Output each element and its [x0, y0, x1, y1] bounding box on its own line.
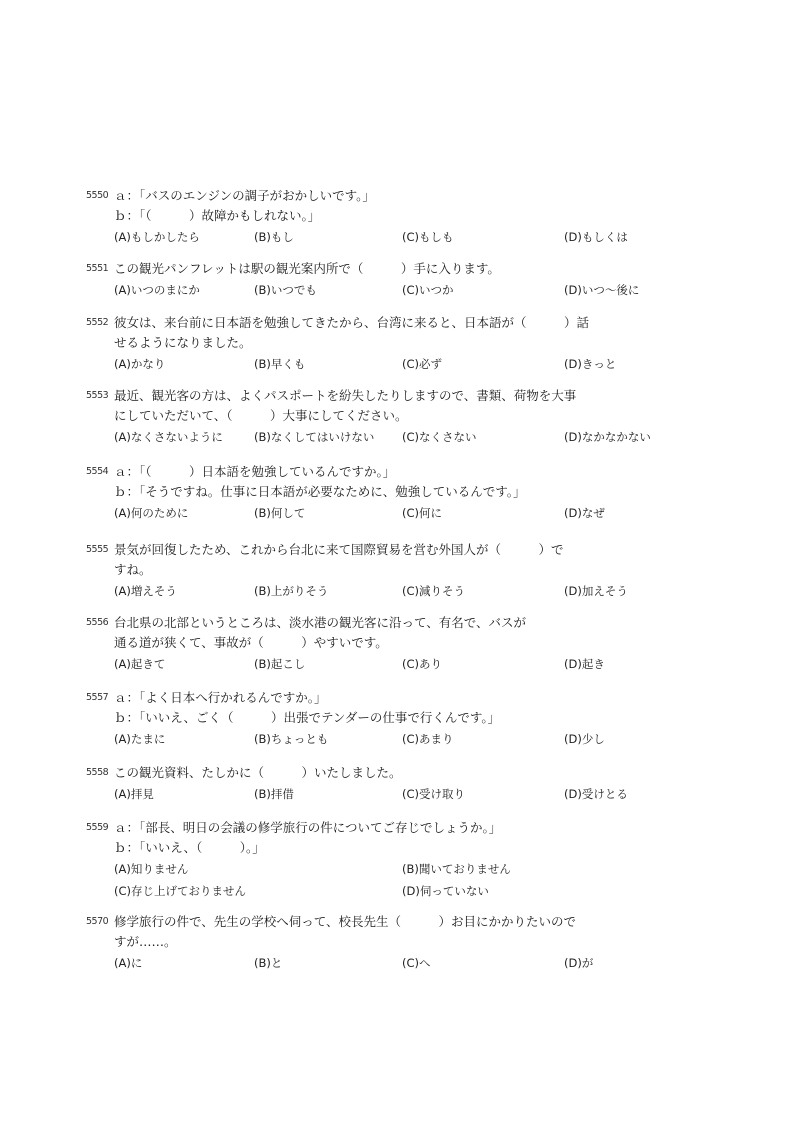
question-text: この観光パンフレットは駅の観光案内所で（ ）手に入ります。 — [114, 261, 500, 276]
option-d[interactable]: (D)きっと — [564, 357, 617, 371]
question-5553 — [86, 386, 706, 448]
question-5556 — [86, 613, 706, 675]
option-a[interactable]: (A)なくさないように — [114, 430, 223, 444]
option-b[interactable]: (B)早くも — [254, 357, 306, 371]
option-a[interactable]: (A)に — [114, 956, 143, 970]
option-c[interactable]: (C)あまり — [402, 732, 454, 746]
question-line — [86, 186, 706, 206]
question-5559 — [86, 818, 706, 902]
option-d[interactable]: (D)いつ～後に — [564, 283, 640, 297]
option-b[interactable]: (B)聞いておりません — [402, 862, 511, 876]
question-text: 台北県の北部というところは、淡水港の観光客に沿って、有名で、バスが — [114, 615, 527, 630]
question-number: 5550 — [86, 190, 109, 201]
answer-options — [86, 858, 706, 880]
question-text: ｂ：「そうですね。仕事に日本語が必要なために、勉強しているんです。」 — [114, 484, 526, 499]
question-5558 — [86, 763, 706, 805]
option-b[interactable]: (B)上がりそう — [254, 584, 329, 598]
option-d[interactable]: (D)が — [564, 956, 594, 970]
question-line — [86, 708, 706, 728]
question-line — [86, 613, 706, 633]
question-text: 景気が回復したため、これから台北に来て国際貿易を営む外国人が（ ）で — [114, 542, 564, 557]
option-d[interactable]: (D)少し — [564, 732, 605, 746]
option-a[interactable]: (A)起きて — [114, 657, 166, 671]
answer-options — [86, 952, 706, 974]
answer-options — [86, 880, 706, 902]
option-c[interactable]: (C)何に — [402, 506, 443, 520]
question-line — [86, 386, 706, 406]
question-line — [86, 333, 706, 353]
option-c[interactable]: (C)減りそう — [402, 584, 466, 598]
question-text: ｂ：「いいえ、ごく（ ）出張でテンダーの仕事で行くんです。」 — [114, 710, 501, 725]
question-text: 彼女は、来台前に日本語を勉強してきたから、台湾に来ると、日本語が（ ）話 — [114, 315, 590, 330]
question-line — [86, 932, 706, 952]
question-5551 — [86, 259, 706, 301]
option-b[interactable]: (B)拝借 — [254, 787, 294, 801]
option-d[interactable]: (D)起き — [564, 657, 605, 671]
question-number: 5554 — [86, 466, 109, 477]
option-b[interactable]: (B)起こし — [254, 657, 306, 671]
option-b[interactable]: (B)と — [254, 956, 283, 970]
question-number: 5553 — [86, 390, 109, 401]
option-c[interactable]: (C)存じ上げておりません — [114, 884, 247, 898]
question-text: ａ：「（ ）日本語を勉強しているんですか。」 — [114, 464, 396, 479]
question-5570 — [86, 912, 706, 974]
answer-options — [86, 728, 706, 750]
option-a[interactable]: (A)何のために — [114, 506, 189, 520]
question-line — [86, 313, 706, 333]
option-d[interactable]: (D)なぜ — [564, 506, 605, 520]
option-c[interactable]: (C)必ず — [402, 357, 443, 371]
answer-options — [86, 653, 706, 675]
answer-options — [86, 502, 706, 524]
question-line — [86, 462, 706, 482]
option-c[interactable]: (C)なくさない — [402, 430, 477, 444]
question-text: せるようになりました。 — [114, 335, 252, 350]
question-5554 — [86, 462, 706, 524]
question-5552 — [86, 313, 706, 375]
question-text: 修学旅行の件で、先生の学校へ伺って、校長先生（ ）お目にかかりたいので — [114, 914, 577, 929]
question-line — [86, 540, 706, 560]
option-b[interactable]: (B)いつでも — [254, 283, 317, 297]
question-line — [86, 482, 706, 502]
question-line — [86, 259, 706, 279]
question-text: ａ：「よく日本へ行かれるんですか。」 — [114, 690, 327, 705]
question-text: すが……。 — [114, 934, 177, 949]
question-number: 5551 — [86, 263, 109, 274]
question-number: 5570 — [86, 916, 109, 927]
question-line — [86, 688, 706, 708]
question-text: この観光資料、たしかに（ ）いたしました。 — [114, 765, 402, 780]
question-line — [86, 206, 706, 226]
option-b[interactable]: (B)もし — [254, 230, 294, 244]
question-number: 5552 — [86, 317, 109, 328]
option-a[interactable]: (A)拝見 — [114, 787, 154, 801]
option-d[interactable]: (D)伺っていない — [402, 884, 489, 898]
option-c[interactable]: (C)いつか — [402, 283, 454, 297]
answer-options — [86, 353, 706, 375]
answer-options — [86, 426, 706, 448]
answer-options — [86, 580, 706, 602]
option-d[interactable]: (D)なかなかない — [564, 430, 651, 444]
question-text: ａ：「バスのエンジンの調子がおかしいです。」 — [114, 188, 375, 203]
question-number: 5558 — [86, 767, 109, 778]
option-b[interactable]: (B)ちょっとも — [254, 732, 329, 746]
question-number: 5555 — [86, 544, 109, 555]
question-line — [86, 763, 706, 783]
question-number: 5557 — [86, 692, 109, 703]
option-d[interactable]: (D)加えそう — [564, 584, 628, 598]
question-text: ｂ：「（ ）故障かもしれない。」 — [114, 208, 321, 223]
question-5555 — [86, 540, 706, 602]
question-text: 最近、観光客の方は、よくパスポートを紛失したりしますので、書類、荷物を大事 — [114, 388, 577, 403]
question-text: ｂ：「いいえ、（ ）。」 — [114, 840, 265, 855]
option-c[interactable]: (C)あり — [402, 657, 443, 671]
option-c[interactable]: (C)受け取り — [402, 787, 466, 801]
option-a[interactable]: (A)たまに — [114, 732, 166, 746]
option-b[interactable]: (B)なくしてはいけない — [254, 430, 375, 444]
question-line — [86, 560, 706, 580]
option-a[interactable]: (A)もしかしたら — [114, 230, 200, 244]
question-line — [86, 818, 706, 838]
option-a[interactable]: (A)増えそう — [114, 584, 177, 598]
question-line — [86, 633, 706, 653]
answer-options — [86, 226, 706, 248]
question-number: 5556 — [86, 617, 109, 628]
option-d[interactable]: (D)もしくは — [564, 230, 628, 244]
question-text: にしていただいて、（ ）大事にしてください。 — [114, 408, 408, 423]
question-number: 5559 — [86, 822, 109, 833]
option-c[interactable]: (C)もしも — [402, 230, 454, 244]
option-a[interactable]: (A)いつのまにか — [114, 283, 200, 297]
question-text: 通る道が狭くて、事故が（ ）やすいです。 — [114, 635, 388, 650]
question-line — [86, 912, 706, 932]
option-c[interactable]: (C)へ — [402, 956, 431, 970]
option-a[interactable]: (A)知りません — [114, 862, 189, 876]
question-line — [86, 838, 706, 858]
question-text: すね。 — [114, 562, 152, 577]
question-line — [86, 406, 706, 426]
question-5550 — [86, 186, 706, 248]
answer-options — [86, 279, 706, 301]
answer-options — [86, 783, 706, 805]
question-5557 — [86, 688, 706, 750]
option-d[interactable]: (D)受けとる — [564, 787, 628, 801]
option-b[interactable]: (B)何して — [254, 506, 306, 520]
option-a[interactable]: (A)かなり — [114, 357, 166, 371]
question-text: ａ：「部長、明日の会議の修学旅行の件についてご存じでしょうか。」 — [114, 820, 502, 835]
